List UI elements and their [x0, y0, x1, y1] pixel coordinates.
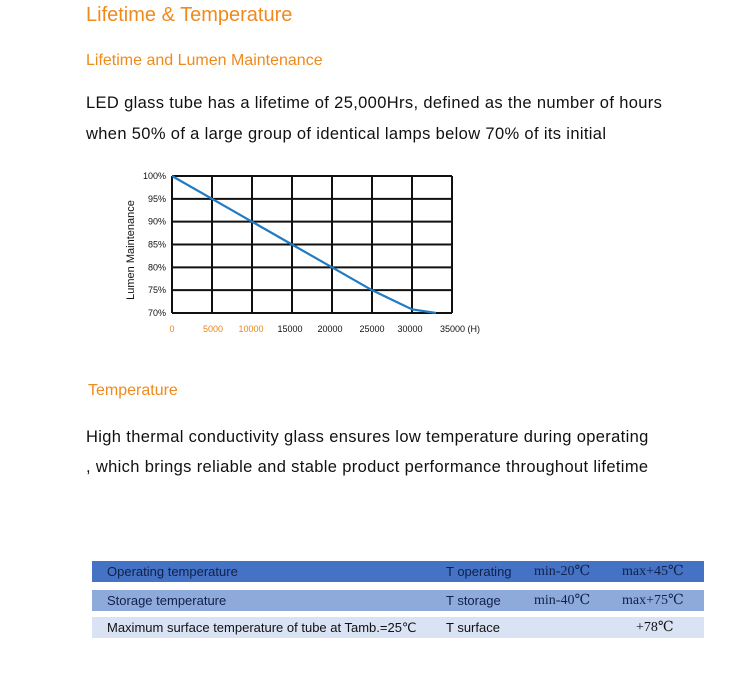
- lifetime-text-line-1: LED glass tube has a lifetime of 25,000Hrs, defined as the number of hours: [86, 94, 663, 112]
- row-max: max+45℃: [622, 564, 684, 579]
- x-tick-label: 0: [169, 324, 175, 334]
- table-row-surface: [92, 617, 704, 638]
- lifetime-heading: Lifetime and Lumen Maintenance: [86, 52, 323, 69]
- chart-y-ticks: [143, 171, 166, 318]
- row-label: Maximum surface temperature of tube at Tamb.=25℃: [107, 620, 417, 635]
- y-tick-label: 85%: [147, 239, 166, 250]
- row-symbol: T storage: [446, 593, 501, 608]
- x-tick-label: 20000: [317, 324, 343, 334]
- y-tick-label: 90%: [147, 216, 166, 227]
- y-tick-label: 80%: [147, 262, 166, 273]
- temperature-text-line-1: High thermal conductivity glass ensures low temperature during operating: [86, 428, 649, 446]
- table-row-storage: [92, 590, 704, 611]
- y-tick-label: 95%: [147, 193, 166, 204]
- table-row-operating: [92, 561, 704, 582]
- y-tick-label: 70%: [147, 308, 166, 318]
- row-max: +78℃: [636, 620, 674, 635]
- row-min: min-20℃: [534, 564, 591, 579]
- x-tick-label: 25000: [359, 324, 385, 334]
- chart-grid: [172, 176, 452, 313]
- temperature-heading: Temperature: [88, 382, 178, 399]
- lifetime-text-line-2: when 50% of a large group of identical lamps below 70% of its initial: [86, 125, 607, 143]
- row-symbol: T operating: [446, 564, 512, 579]
- row-label: Storage temperature: [107, 593, 227, 608]
- y-tick-label: 75%: [147, 285, 166, 296]
- row-symbol: T surface: [446, 620, 500, 635]
- x-tick-label: 30000: [397, 324, 423, 334]
- chart-y-axis-label: Lumen Maintenance: [125, 200, 137, 300]
- row-max: max+75℃: [622, 593, 684, 608]
- row-min: min-40℃: [534, 593, 591, 608]
- row-label: Operating temperature: [107, 564, 238, 579]
- x-tick-label: 5000: [202, 324, 224, 334]
- section-title: Lifetime & Temperature: [86, 4, 293, 26]
- temperature-text-line-2: , which brings reliable and stable product performance throughout lifetime: [86, 458, 649, 476]
- x-tick-label: 15000: [277, 324, 303, 334]
- chart-x-ticks: [169, 324, 480, 334]
- x-tick-label: 10000: [238, 324, 264, 334]
- y-tick-label: 100%: [142, 171, 166, 181]
- x-tick-label: 35000 (H): [439, 324, 481, 334]
